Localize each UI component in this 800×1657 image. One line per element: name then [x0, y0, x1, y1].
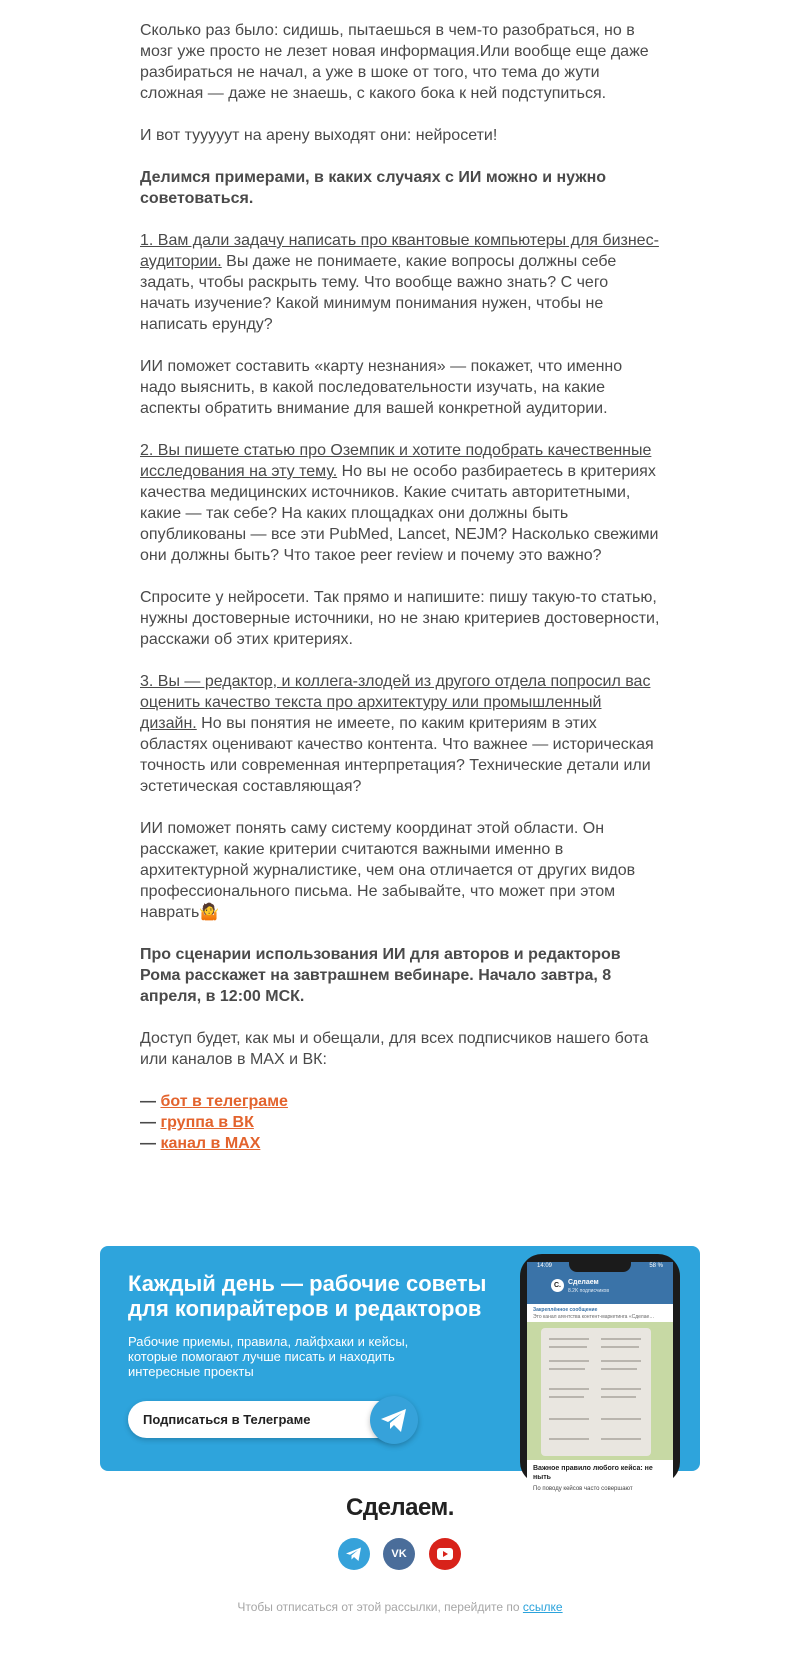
- banner-title: Каждый день — рабочие советы для копирайтеров и редакторов: [128, 1271, 487, 1321]
- vk-icon[interactable]: [383, 1538, 415, 1570]
- telegram-bot-link[interactable]: бот в телеграме: [160, 1093, 288, 1110]
- telegram-plane-icon[interactable]: [370, 1396, 418, 1444]
- article-body: [140, 20, 660, 1154]
- max-channel-link[interactable]: канал в МАХ: [160, 1135, 261, 1152]
- youtube-icon[interactable]: [429, 1538, 461, 1570]
- telegram-promo-banner[interactable]: [100, 1246, 700, 1492]
- youtube-play-icon: [429, 1538, 461, 1570]
- intro-paragraph: Сколько раз было: сидишь, пытаешься в чем-то разобраться, но в мозг уже просто не лезет новая информация.Или вообще еще даже разбираться не начал, а уже в шоке от того, что тема до жути сложная — даже не знаешь, с какого бока к ней подступиться.: [140, 22, 649, 102]
- case-3-title: 3. Вы — редактор, и коллега-злодей из другого отдела попросил вас оценить качество текста про архитектуру или промышленный дизайн.: [140, 673, 651, 732]
- dash: —: [140, 1114, 161, 1131]
- case-3-text: Но вы понятия не имеете, по каким критериям в этих областях оценивают качество контента. Что важнее — историческая точность или современная интерпретация? Технические детали или эстетическая составляющая?: [140, 715, 654, 795]
- case-3-answer: ИИ поможет понять саму систему координат этой области. Он расскажет, какие критерии считаются важными именно в архитектурной журналистике, чем она отличается от других видов профессионального письма. Не забывайте, что может при этом наврать🤷: [140, 820, 636, 921]
- webinar-announcement-text: Про сценарии использования ИИ для авторов и редакторов Рома расскажет на завтрашнем вебинаре. Начало завтра, 8 апреля, в 12:00 МСК.: [140, 946, 621, 1005]
- webinar-announcement: [140, 944, 660, 1007]
- case-1-answer: ИИ поможет составить «карту незнания» — покажет, что именно надо выяснить, в какой последовательности изучать, на какие аспекты обратить внимание для вашей конкретной аудитории.: [140, 358, 623, 417]
- case-1-text: Вы даже не понимаете, какие вопросы должны себе задать, чтобы раскрыть тему. Что вообще важно знать? С чего начать изучение? Какой минимум понимания нужен, чтобы не написать ерунду?: [140, 253, 617, 333]
- phone-battery: 58 %: [649, 1263, 663, 1269]
- phone-subscribers: 8.2K подписчиков: [568, 1288, 609, 1294]
- case-1-title: 1. Вам дали задачу написать про квантовые компьютеры для бизнес-аудитории.: [140, 232, 659, 270]
- dash: —: [140, 1135, 161, 1152]
- phone-pinned-title: Закреплённое сообщение: [533, 1307, 598, 1313]
- subscribe-button-label: Подписаться в Телеграме: [143, 1412, 311, 1427]
- channel-avatar: С.: [551, 1279, 564, 1292]
- phone-post-image: [541, 1328, 651, 1456]
- case-3: [140, 671, 660, 797]
- phone-mockup: [520, 1254, 680, 1492]
- telegram-icon[interactable]: [338, 1538, 370, 1570]
- phone-message: [527, 1460, 673, 1492]
- paper-plane-icon: [370, 1396, 418, 1444]
- phone-channel-name: Сделаем: [568, 1279, 599, 1286]
- link-row-tg: [140, 1091, 660, 1112]
- vk-group-link[interactable]: группа в ВК: [160, 1114, 254, 1131]
- phone-message-text: По поводу кейсов часто совершают: [533, 1486, 633, 1492]
- case-2-answer: Спросите у нейросети. Так прямо и напишите: пишу такую-то статью, нужны достоверные источники, но не знаю критериев достоверности, расскажи об этих критериях.: [140, 589, 660, 648]
- case-2-title: 2. Вы пишете статью про Оземпик и хотите подобрать качественные исследования на эту тему.: [140, 442, 652, 480]
- case-2: [140, 440, 660, 566]
- access-paragraph: Доступ будет, как мы и обещали, для всех подписчиков нашего бота или каналов в МАХ и ВК:: [140, 1030, 649, 1068]
- phone-chat: [527, 1322, 673, 1492]
- link-row-max: [140, 1133, 660, 1154]
- phone-pinned-message: [527, 1304, 673, 1322]
- phone-screen: [527, 1262, 673, 1492]
- vk-glyph: VK: [391, 1548, 407, 1560]
- telegram-glyph-icon: [338, 1538, 370, 1570]
- phone-pinned-text: Это канал агентства контент-маркетинга «Сделае…: [533, 1314, 655, 1320]
- phone-header: [527, 1262, 673, 1304]
- dash: —: [140, 1093, 161, 1110]
- unsubscribe-footer: [0, 1600, 800, 1614]
- phone-message-title: Важное правило любого кейса: не ныть: [533, 1465, 653, 1481]
- banner-subtitle: Рабочие приемы, правила, лайфхаки и кейсы, которые помогают лучше писать и находить интересные проекты: [128, 1334, 409, 1379]
- examples-heading: [140, 167, 660, 209]
- unsubscribe-text: Чтобы отписаться от этой рассылки, перейдите по: [237, 1600, 523, 1614]
- link-row-vk: [140, 1112, 660, 1133]
- neuro-paragraph: И вот тууууут на арену выходят они: нейросети!: [140, 127, 498, 144]
- phone-time: 14:09: [537, 1263, 553, 1269]
- phone-notch: [569, 1262, 631, 1272]
- brand-logo: Сделаем.: [346, 1494, 454, 1521]
- examples-heading-text: Делимся примерами, в каких случаях с ИИ можно и нужно советоваться.: [140, 169, 607, 207]
- unsubscribe-link[interactable]: ссылке: [522, 1600, 563, 1614]
- subscribe-telegram-button[interactable]: [128, 1401, 408, 1438]
- access-links: [140, 1091, 660, 1154]
- case-2-text: Но вы не особо разбираетесь в критериях качества медицинских источников. Какие считать авторитетными, какие — так себе? На каких площадках они должны быть опубликованы — все эти PubMed, Lancet, NEJM? Насколько свежими они должны быть? Что такое peer review и почему это важно?: [140, 463, 659, 564]
- case-1: [140, 230, 660, 335]
